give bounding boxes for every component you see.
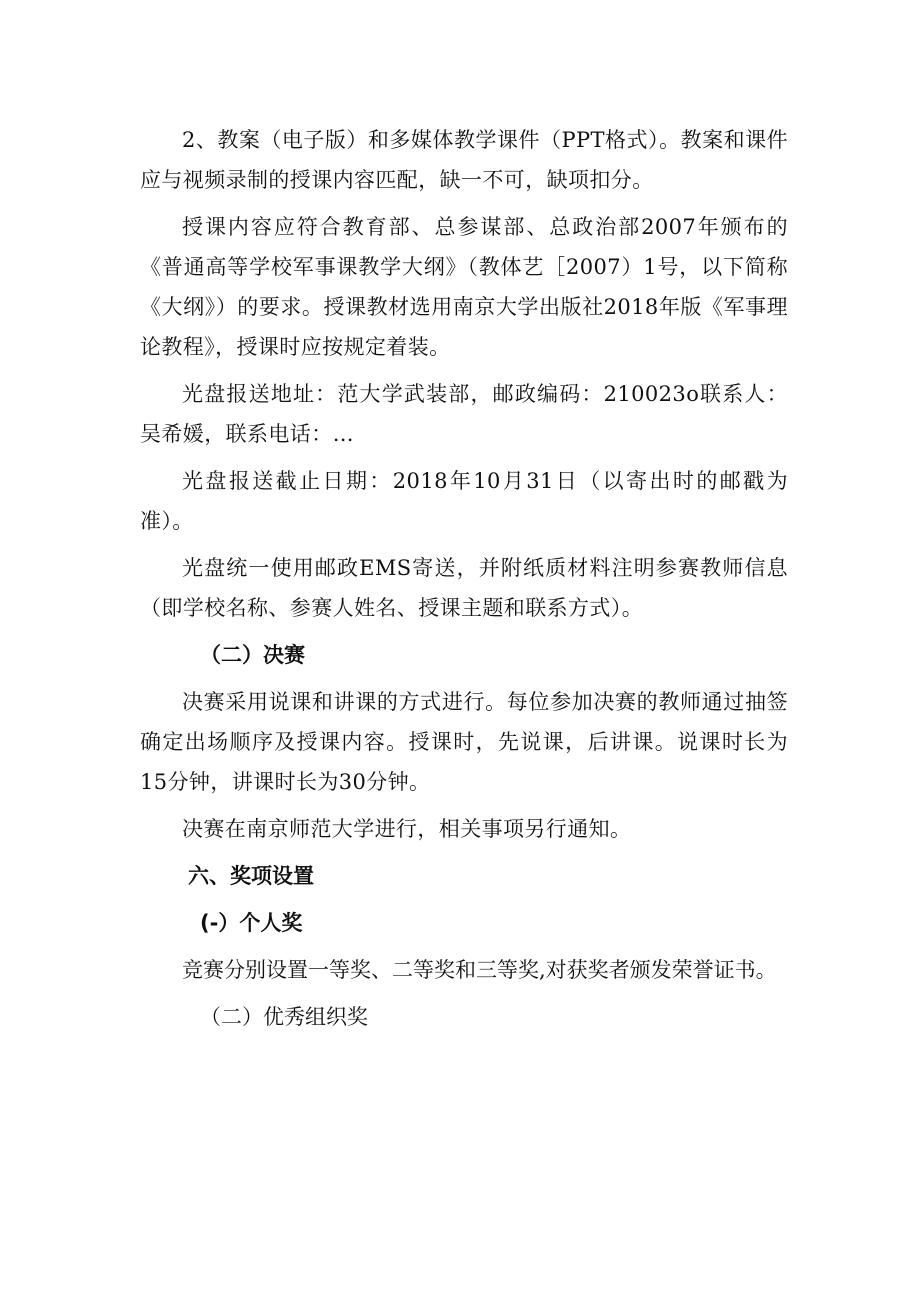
- heading-awards: 六、奖项设置: [188, 864, 314, 888]
- heading-individual-award: (-）个人奖: [200, 911, 303, 935]
- paragraph-final-location: 决赛在南京师范大学进行，相关事项另行通知。: [182, 817, 632, 841]
- paragraph-ems: 光盘统一使用邮政EMS寄送，并附纸质材料注明参赛教师信息（即学校名称、参赛人姓名、授课主题和联系方式）。: [140, 556, 788, 620]
- paragraph-lesson-plan: 2、教案（电子版）和多媒体教学课件（PPT格式）。教案和课件应与视频录制的授课内容匹配，缺一不可，缺项扣分。: [140, 128, 788, 192]
- heading-organization-award: （二）优秀组织奖: [200, 1005, 368, 1029]
- heading-final: （二）决赛: [200, 643, 305, 667]
- document-page: [140, 120, 788, 1044]
- paragraph-final-format: 决赛采用说课和讲课的方式进行。每位参加决赛的教师通过抽签确定出场顺序及授课内容。授课时，先说课，后讲课。说课时长为15分钟，讲课时长为30分钟。: [140, 690, 788, 794]
- paragraph-individual-award: 竞赛分别设置一等奖、二等奖和三等奖,对获奖者颁发荣誉证书。: [182, 958, 777, 982]
- paragraph-content-requirements: 授课内容应符合教育部、总参谋部、总政治部2007年颁布的《普通高等学校军事课教学大纲》（教体艺［2007）1号，以下简称《大纲》）的要求。授课教材选用南京大学出版社2018年版《军事理论教程》，授课时应按规定着装。: [140, 215, 788, 359]
- paragraph-mailing-address: 光盘报送地址：范大学武装部，邮政编码：210023o联系人：吴希媛，联系电话：…: [140, 382, 788, 446]
- paragraph-deadline: 光盘报送截止日期：2018年10月31日（以寄出时的邮戳为准）。: [140, 469, 788, 533]
